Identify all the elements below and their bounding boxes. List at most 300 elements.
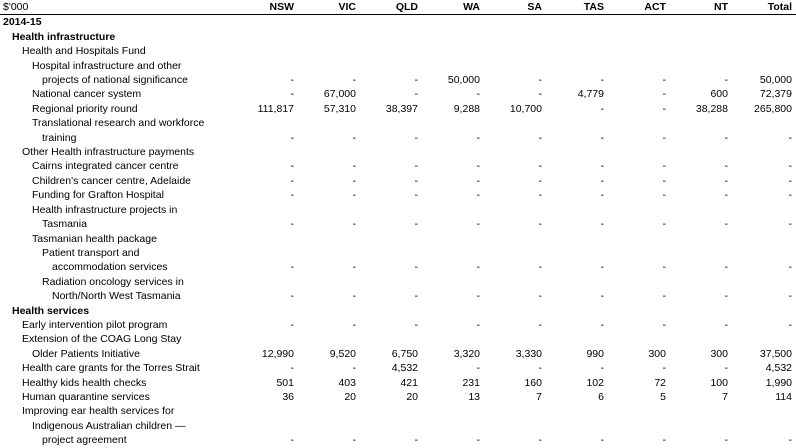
cell-nsw <box>236 275 298 289</box>
cell-act <box>608 30 670 44</box>
cell-tas <box>546 404 608 418</box>
cell-nt <box>670 15 732 30</box>
cell-nsw: - <box>290 434 294 447</box>
cell-sa: 10,700 <box>509 102 542 115</box>
cell-wa: 3,320 <box>453 347 480 360</box>
cell-wa <box>422 332 484 346</box>
cell-sa <box>484 332 546 346</box>
cell-sa: - <box>538 261 542 274</box>
cell-total <box>732 116 796 130</box>
cell-vic <box>298 275 360 289</box>
cell-vic <box>298 304 360 318</box>
cell-sa: 160 <box>524 376 542 389</box>
cell-act: - <box>662 362 666 375</box>
cell-act <box>608 59 670 73</box>
cell-nsw <box>236 246 298 260</box>
cell-sa <box>484 304 546 318</box>
cell-vic <box>298 59 360 73</box>
cell-qld: - <box>414 434 418 447</box>
cell-vic: 403 <box>338 376 356 389</box>
cell-act <box>608 419 670 433</box>
cell-nt: 300 <box>710 347 728 360</box>
cell-tas <box>546 44 608 58</box>
cell-tas: 4,779 <box>577 88 604 101</box>
cell-nsw <box>236 232 298 246</box>
cell-sa: - <box>538 218 542 231</box>
cell-wa <box>422 59 484 73</box>
cell-nt <box>670 59 732 73</box>
cell-total: 114 <box>775 390 792 403</box>
row-label: Human quarantine services <box>22 390 150 403</box>
cell-sa <box>484 145 546 159</box>
cell-tas: - <box>600 362 604 375</box>
cell-wa: - <box>476 218 480 231</box>
cell-qld: - <box>414 218 418 231</box>
cell-vic <box>298 419 360 433</box>
cell-qld <box>360 304 422 318</box>
cell-nsw <box>236 30 298 44</box>
cell-qld <box>360 145 422 159</box>
cell-sa: 3,330 <box>515 347 542 360</box>
cell-wa <box>422 275 484 289</box>
cell-wa <box>422 145 484 159</box>
cell-total: - <box>788 160 792 173</box>
row-label: Extension of the COAG Long Stay <box>22 333 182 346</box>
cell-act <box>608 203 670 217</box>
cell-nt <box>670 145 732 159</box>
cell-wa <box>422 30 484 44</box>
row-label: Health services <box>12 304 90 317</box>
cell-wa: - <box>476 88 480 101</box>
cell-nsw: - <box>290 362 294 375</box>
table-row <box>0 159 796 173</box>
table-row <box>0 73 796 87</box>
row-label: projects of national significance <box>42 74 188 87</box>
cell-wa <box>422 304 484 318</box>
cell-nsw <box>236 404 298 418</box>
cell-nt <box>670 30 732 44</box>
cell-sa: - <box>538 434 542 447</box>
cell-qld: - <box>414 174 418 187</box>
cell-nsw: - <box>290 218 294 231</box>
cell-nt <box>670 44 732 58</box>
cell-total <box>732 203 796 217</box>
cell-nt <box>670 116 732 130</box>
cell-tas <box>546 59 608 73</box>
row-label: Indigenous Australian children — <box>32 419 186 432</box>
cell-total <box>732 30 796 44</box>
cell-qld: - <box>414 131 418 144</box>
cell-sa <box>484 246 546 260</box>
cell-qld <box>360 116 422 130</box>
cell-total: 37,500 <box>759 347 792 360</box>
table-row <box>0 361 796 375</box>
cell-vic <box>298 15 360 30</box>
cell-wa: 13 <box>468 390 480 403</box>
row-label: Patient transport and <box>42 246 140 259</box>
row-label: North/North West Tasmania <box>52 290 181 303</box>
cell-sa: - <box>538 160 542 173</box>
row-label: Tasmania <box>42 218 87 231</box>
cell-vic <box>298 404 360 418</box>
column-header-total: Total <box>767 1 792 13</box>
cell-total <box>732 15 796 30</box>
cell-sa: - <box>538 362 542 375</box>
cell-tas: - <box>600 318 604 331</box>
cell-nt <box>670 304 732 318</box>
unit-label: $'000 <box>3 1 29 13</box>
cell-total <box>732 59 796 73</box>
cell-total: 50,000 <box>759 74 792 87</box>
cell-total: - <box>788 218 792 231</box>
table-row <box>0 15 796 30</box>
cell-qld: 38,397 <box>385 102 418 115</box>
cell-act <box>608 116 670 130</box>
cell-nt: - <box>724 434 728 447</box>
column-header-qld: QLD <box>395 1 418 13</box>
cell-tas: - <box>600 102 604 115</box>
cell-vic: 67,000 <box>323 88 356 101</box>
cell-nt <box>670 246 732 260</box>
cell-total: - <box>788 318 792 331</box>
cell-tas <box>546 145 608 159</box>
cell-wa: - <box>476 174 480 187</box>
column-header-sa: SA <box>527 1 542 13</box>
cell-nt <box>670 203 732 217</box>
cell-qld: - <box>414 74 418 87</box>
cell-qld: - <box>414 261 418 274</box>
cell-tas: - <box>600 189 604 202</box>
cell-wa: - <box>476 189 480 202</box>
cell-tas <box>546 246 608 260</box>
cell-sa <box>484 30 546 44</box>
cell-vic: - <box>352 290 356 303</box>
cell-nsw <box>236 15 298 30</box>
cell-total <box>732 246 796 260</box>
row-label: Tasmanian health package <box>32 232 157 245</box>
cell-nt: - <box>724 261 728 274</box>
cell-vic <box>298 145 360 159</box>
cell-tas <box>546 30 608 44</box>
cell-nsw <box>236 145 298 159</box>
cell-act <box>608 232 670 246</box>
cell-vic: 57,310 <box>323 102 356 115</box>
cell-tas: - <box>600 261 604 274</box>
cell-sa <box>484 419 546 433</box>
cell-qld: - <box>414 189 418 202</box>
cell-vic: - <box>352 218 356 231</box>
cell-tas: - <box>600 131 604 144</box>
cell-sa <box>484 203 546 217</box>
cell-qld <box>360 246 422 260</box>
table-row <box>0 376 796 390</box>
cell-wa <box>422 116 484 130</box>
cell-nsw: - <box>290 160 294 173</box>
cell-vic: - <box>352 174 356 187</box>
table-row <box>0 246 796 260</box>
cell-tas <box>546 203 608 217</box>
cell-nt: - <box>724 74 728 87</box>
cell-sa <box>484 116 546 130</box>
column-header-nsw: NSW <box>269 1 294 13</box>
row-label: Other Health infrastructure payments <box>22 146 195 159</box>
cell-tas: - <box>600 218 604 231</box>
row-label: Early intervention pilot program <box>22 318 168 331</box>
row-label: Translational research and workforce <box>32 117 205 130</box>
cell-nt: - <box>724 290 728 303</box>
cell-total: 1,990 <box>765 376 792 389</box>
cell-total: - <box>788 174 792 187</box>
cell-qld: 20 <box>406 390 418 403</box>
cell-vic <box>298 332 360 346</box>
cell-vic <box>298 116 360 130</box>
cell-nsw: - <box>290 88 294 101</box>
cell-total: 4,532 <box>765 362 792 375</box>
cell-tas: - <box>600 74 604 87</box>
row-label: Cairns integrated cancer centre <box>32 160 179 173</box>
table-row <box>0 347 796 361</box>
cell-total: 72,379 <box>759 88 792 101</box>
cell-wa <box>422 246 484 260</box>
cell-tas: - <box>600 434 604 447</box>
cell-sa: - <box>538 131 542 144</box>
cell-act <box>608 275 670 289</box>
cell-tas: 6 <box>598 390 604 403</box>
cell-tas: 990 <box>586 347 604 360</box>
table-row <box>0 404 796 418</box>
cell-qld <box>360 232 422 246</box>
cell-nt <box>670 275 732 289</box>
cell-total: - <box>788 290 792 303</box>
cell-sa: - <box>538 318 542 331</box>
cell-sa <box>484 15 546 30</box>
cell-act: - <box>662 261 666 274</box>
cell-act: - <box>662 102 666 115</box>
cell-act <box>608 332 670 346</box>
row-label: Funding for Grafton Hospital <box>32 189 164 202</box>
table-row <box>0 332 796 346</box>
table-row <box>0 174 796 188</box>
cell-act: 5 <box>660 390 666 403</box>
header-row <box>0 0 796 15</box>
table-row <box>0 289 796 303</box>
cell-act <box>608 404 670 418</box>
cell-nsw: - <box>290 74 294 87</box>
table-row <box>0 102 796 116</box>
cell-total <box>732 44 796 58</box>
cell-sa <box>484 404 546 418</box>
cell-tas <box>546 15 608 30</box>
row-label: Health care grants for the Torres Strait <box>22 362 200 375</box>
cell-nt: - <box>724 189 728 202</box>
cell-act: - <box>662 174 666 187</box>
cell-act: - <box>662 160 666 173</box>
column-header-nt: NT <box>714 1 728 13</box>
cell-nsw <box>236 116 298 130</box>
cell-act: - <box>662 290 666 303</box>
cell-act: - <box>662 189 666 202</box>
cell-wa: 50,000 <box>447 74 480 87</box>
cell-vic <box>298 232 360 246</box>
cell-wa: - <box>476 261 480 274</box>
cell-nsw: - <box>290 261 294 274</box>
cell-wa <box>422 44 484 58</box>
row-label: Health and Hospitals Fund <box>22 45 146 58</box>
cell-act <box>608 304 670 318</box>
row-label: Older Patients Initiative <box>32 347 140 360</box>
cell-total <box>732 304 796 318</box>
cell-qld <box>360 332 422 346</box>
cell-nt: - <box>724 131 728 144</box>
table-row <box>0 217 796 231</box>
cell-act: 72 <box>654 376 666 389</box>
cell-nsw <box>236 304 298 318</box>
cell-nsw: 111,817 <box>257 102 294 115</box>
row-label: Radiation oncology services in <box>42 275 184 288</box>
cell-nsw <box>236 44 298 58</box>
column-header-tas: TAS <box>583 1 604 13</box>
table-row <box>0 304 796 318</box>
cell-qld <box>360 404 422 418</box>
table-row <box>0 59 796 73</box>
cell-nt: - <box>724 218 728 231</box>
cell-wa <box>422 203 484 217</box>
cell-vic: - <box>352 189 356 202</box>
cell-nt: 38,288 <box>695 102 728 115</box>
cell-vic: - <box>352 131 356 144</box>
cell-sa <box>484 232 546 246</box>
cell-qld: 6,750 <box>391 347 418 360</box>
cell-qld: - <box>414 318 418 331</box>
cell-wa <box>422 419 484 433</box>
row-label: Health infrastructure <box>12 30 116 43</box>
cell-sa: - <box>538 174 542 187</box>
cell-qld: - <box>414 160 418 173</box>
cell-wa <box>422 404 484 418</box>
cell-nsw: - <box>290 318 294 331</box>
table-row <box>0 188 796 202</box>
row-label: Hospital infrastructure and other <box>32 59 182 72</box>
cell-sa <box>484 275 546 289</box>
cell-act: 300 <box>648 347 666 360</box>
cell-qld <box>360 275 422 289</box>
cell-nsw: 36 <box>282 390 294 403</box>
column-header-wa: WA <box>463 1 480 13</box>
cell-nsw: - <box>290 174 294 187</box>
cell-qld <box>360 419 422 433</box>
cell-tas <box>546 332 608 346</box>
cell-qld: 4,532 <box>391 362 418 375</box>
cell-nsw <box>236 203 298 217</box>
cell-wa: 231 <box>462 376 480 389</box>
cell-vic: - <box>352 74 356 87</box>
cell-vic: - <box>352 434 356 447</box>
table-row <box>0 419 796 433</box>
row-label: Regional priority round <box>32 102 138 115</box>
cell-vic: 9,520 <box>329 347 356 360</box>
row-label: accommodation services <box>52 261 168 274</box>
cell-qld <box>360 30 422 44</box>
cell-wa: - <box>476 131 480 144</box>
column-header-act: ACT <box>644 1 666 13</box>
cell-tas: - <box>600 160 604 173</box>
cell-nsw: 501 <box>276 376 294 389</box>
cell-act <box>608 246 670 260</box>
cell-nsw: - <box>290 290 294 303</box>
cell-total <box>732 404 796 418</box>
row-label: Health infrastructure projects in <box>32 203 178 216</box>
cell-vic: - <box>352 261 356 274</box>
table-row <box>0 131 796 145</box>
cell-wa: - <box>476 362 480 375</box>
cell-nt: - <box>724 362 728 375</box>
table-row <box>0 318 796 332</box>
cell-sa: 7 <box>536 390 542 403</box>
cell-total: - <box>788 189 792 202</box>
cell-tas <box>546 304 608 318</box>
cell-total <box>732 332 796 346</box>
row-label: Children's cancer centre, Adelaide <box>32 174 192 187</box>
table-row <box>0 260 796 274</box>
cell-tas: 102 <box>586 376 604 389</box>
cell-nsw: - <box>290 189 294 202</box>
cell-vic <box>298 30 360 44</box>
cell-nt: - <box>724 174 728 187</box>
cell-act: - <box>662 88 666 101</box>
cell-nsw: 12,990 <box>261 347 294 360</box>
cell-qld: 421 <box>400 376 418 389</box>
cell-act <box>608 15 670 30</box>
cell-act <box>608 44 670 58</box>
table-row <box>0 433 796 447</box>
cell-wa: - <box>476 290 480 303</box>
table-row <box>0 275 796 289</box>
cell-vic <box>298 203 360 217</box>
cell-vic: - <box>352 362 356 375</box>
cell-sa: - <box>538 290 542 303</box>
table-row <box>0 232 796 246</box>
cell-nsw <box>236 419 298 433</box>
cell-wa: - <box>476 318 480 331</box>
cell-nt <box>670 332 732 346</box>
cell-total <box>732 419 796 433</box>
cell-vic: - <box>352 160 356 173</box>
cell-wa: 9,288 <box>453 102 480 115</box>
cell-nt: 600 <box>710 88 728 101</box>
table-row <box>0 44 796 58</box>
table-row <box>0 145 796 159</box>
cell-act: - <box>662 318 666 331</box>
cell-vic: 20 <box>344 390 356 403</box>
cell-qld: - <box>414 88 418 101</box>
cell-sa <box>484 59 546 73</box>
cell-sa: - <box>538 88 542 101</box>
table-row <box>0 390 796 404</box>
cell-total <box>732 232 796 246</box>
cell-act: - <box>662 131 666 144</box>
cell-total: - <box>788 261 792 274</box>
cell-nsw <box>236 59 298 73</box>
cell-nt: - <box>724 160 728 173</box>
cell-wa: - <box>476 434 480 447</box>
cell-nt: - <box>724 318 728 331</box>
cell-total <box>732 145 796 159</box>
cell-nsw <box>236 332 298 346</box>
cell-tas: - <box>600 174 604 187</box>
cell-act <box>608 145 670 159</box>
cell-nt <box>670 404 732 418</box>
cell-total: - <box>788 131 792 144</box>
